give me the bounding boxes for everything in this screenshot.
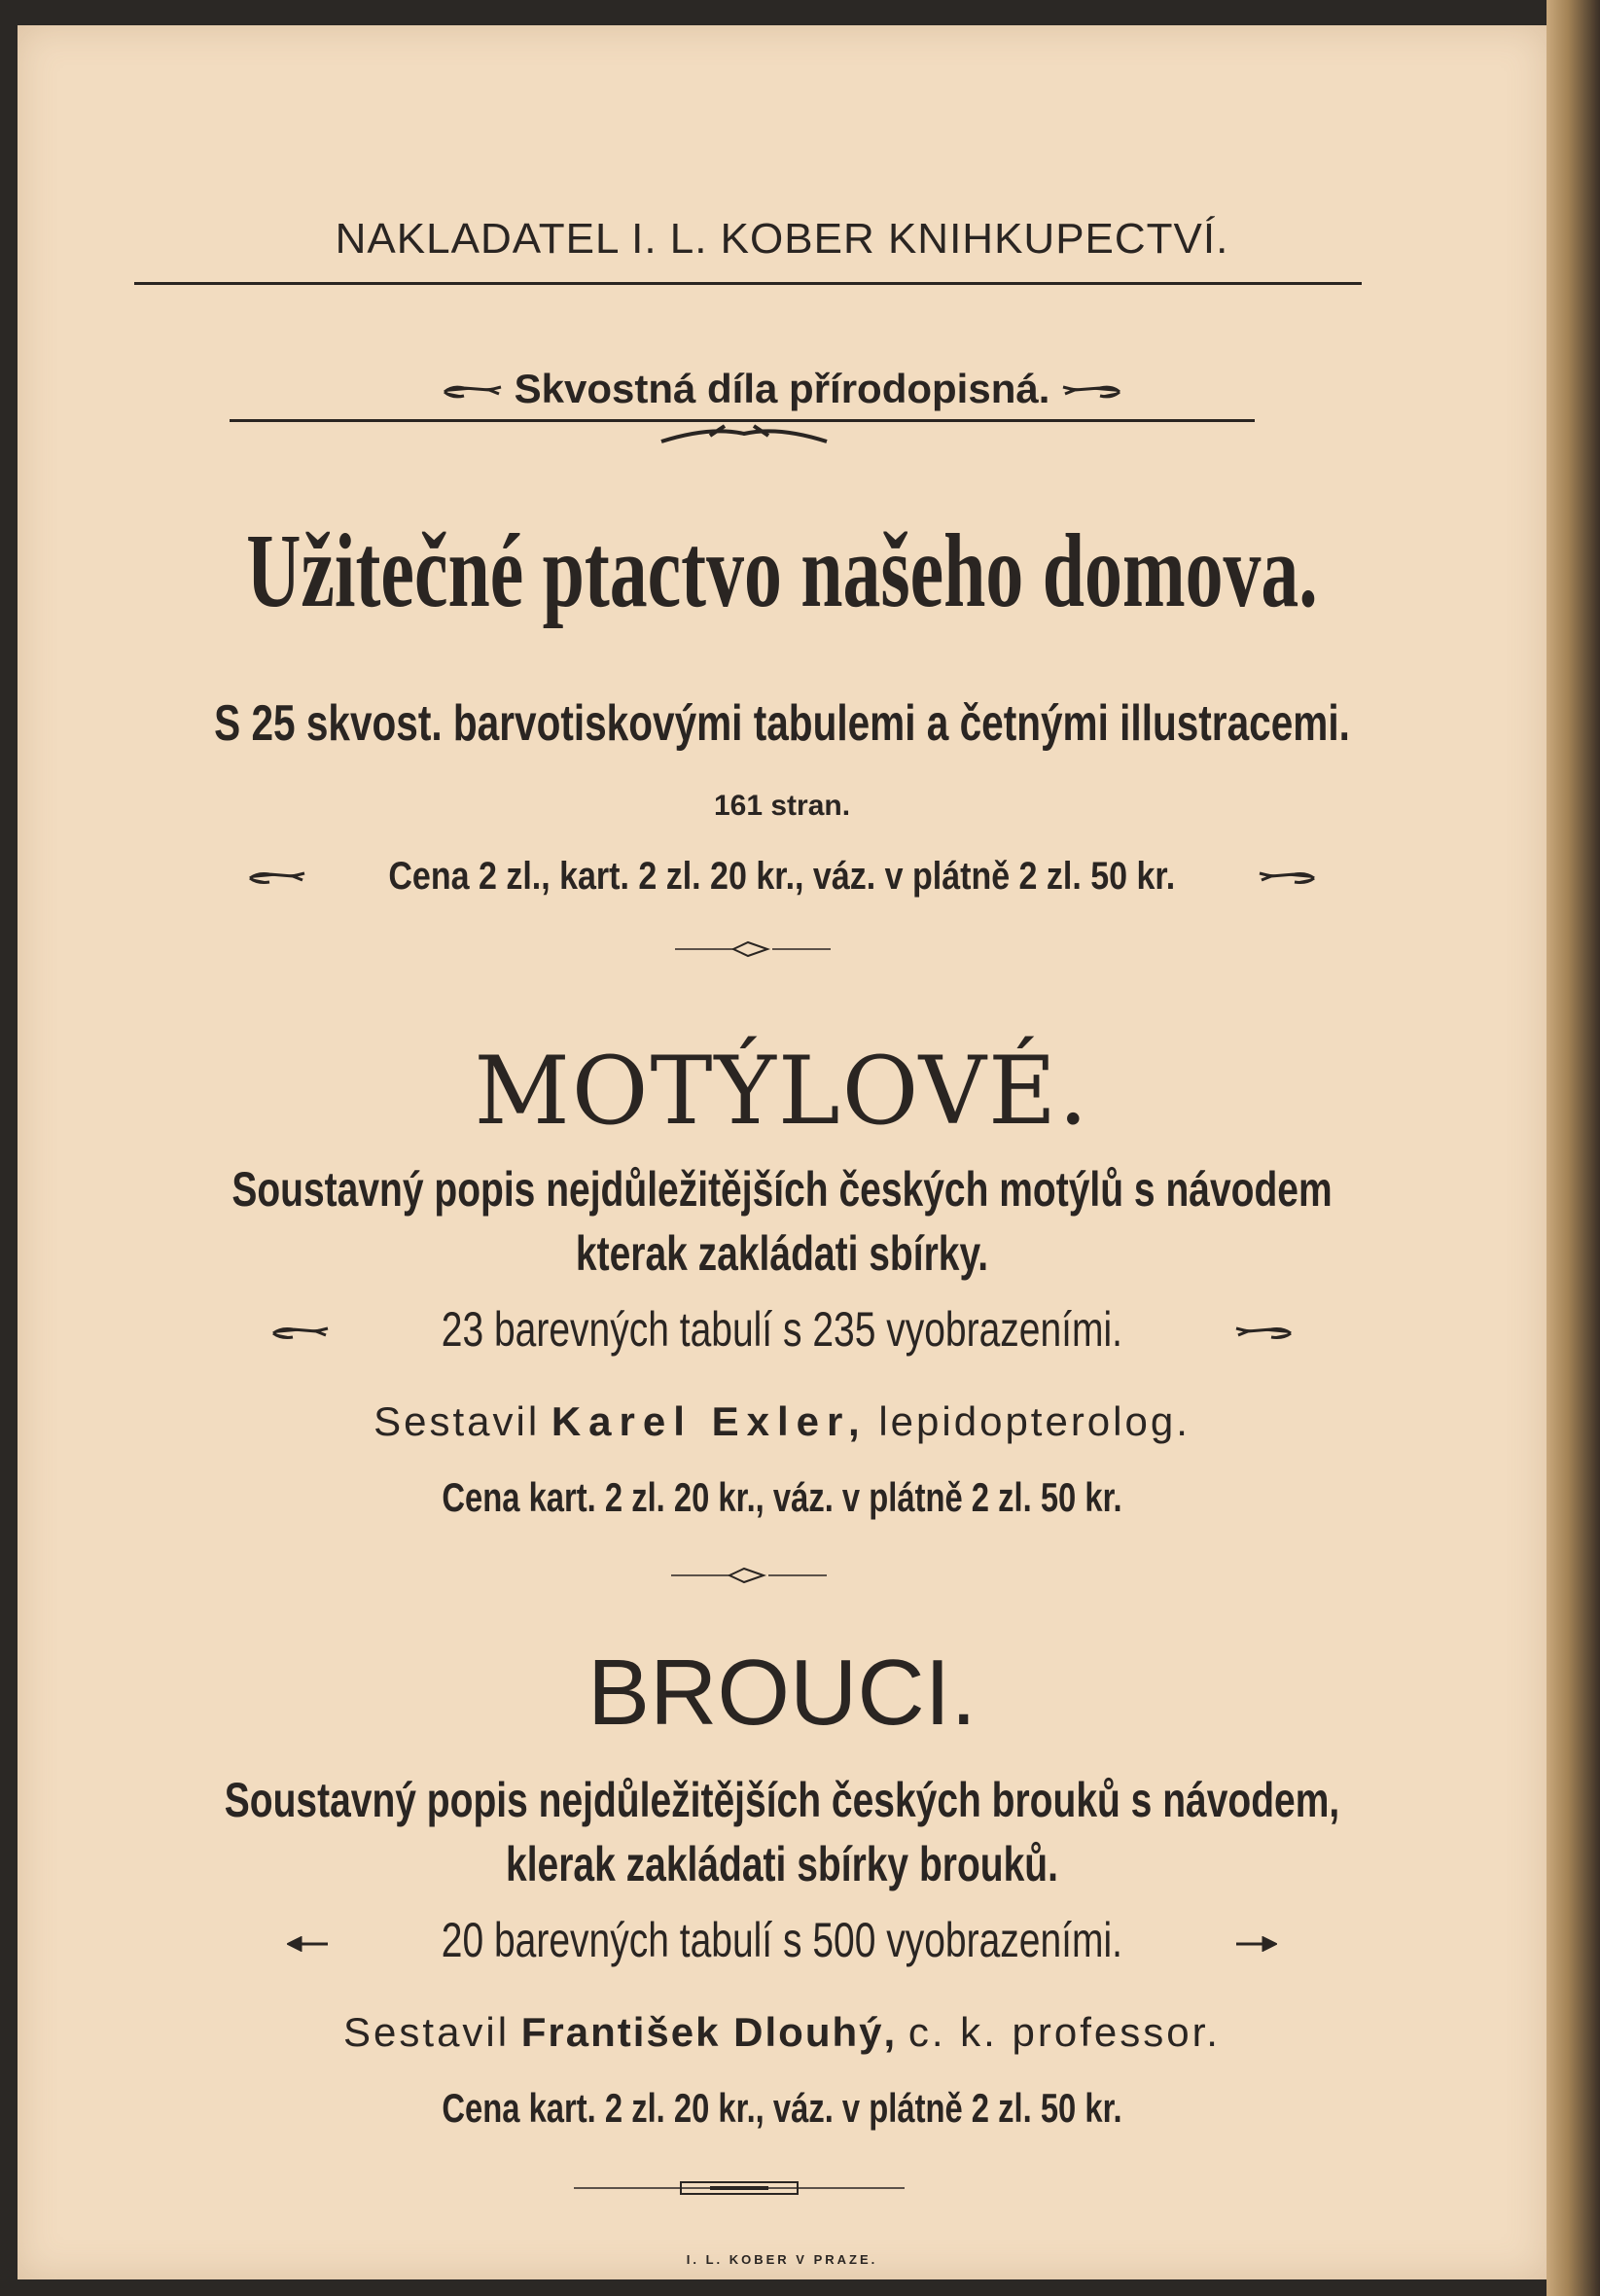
book2-author-line xyxy=(18,1398,1547,1445)
divider-ornament-icon xyxy=(675,939,831,959)
section-heading xyxy=(18,366,1547,412)
pointing-hand-left-icon xyxy=(271,1325,330,1342)
book3-author-prefix: Sestavil xyxy=(343,2009,511,2055)
book2-price: Cena kart. 2 zl. 20 kr., váz. v plátně 2 zl. 50 kr. xyxy=(442,1474,1122,1520)
book2-plates: 23 barevných tabulí s 235 vyobrazeními. xyxy=(441,1302,1123,1357)
section-heading-text: Skvostná díla přírodopisná. xyxy=(514,366,1050,411)
pointing-hand-right-icon xyxy=(1061,382,1121,402)
book2-author-prefix: Sestavil xyxy=(373,1398,541,1444)
book2-plates-line xyxy=(18,1301,1547,1358)
book1-price-line xyxy=(18,854,1547,899)
book2-desc-line2: kterak zakládati sbírky. xyxy=(575,1226,989,1281)
book2-desc-line1: Soustavný popis nejdůležitějších českých motýlů s návodem xyxy=(231,1162,1333,1217)
pointing-hand-left-icon xyxy=(443,382,503,402)
book1-title: Užitečné ptactvo našeho domova. xyxy=(246,513,1318,629)
footer-imprint: I. L. KOBER V PRAZE. xyxy=(686,2252,878,2267)
book3-price: Cena kart. 2 zl. 20 kr., váz. v plátně 2 zl. 50 kr. xyxy=(442,2085,1122,2131)
book3-title: BROUCI. xyxy=(587,1641,978,1745)
book2-author-name: Karel Exler, xyxy=(551,1398,868,1444)
book1-pages: 161 stran. xyxy=(713,790,851,822)
book2-title: MOTÝLOVÉ. xyxy=(474,1037,1090,1146)
book3-desc-line1: Soustavný popis nejdůležitějších českých brouků s návodem, xyxy=(224,1773,1340,1827)
arrow-left-ornament-icon xyxy=(287,1936,330,1952)
header-rule xyxy=(134,282,1362,285)
pointing-hand-right-icon xyxy=(1258,869,1316,887)
book3-author-name: František Dlouhý, xyxy=(520,2009,898,2055)
flourish-ornament-icon xyxy=(652,422,836,449)
book3-author-line xyxy=(18,2009,1547,2056)
book3-plates-line xyxy=(18,1912,1547,1968)
book3-plates: 20 barevných tabulí s 500 vyobrazeními. xyxy=(441,1913,1123,1967)
document-page xyxy=(18,25,1547,2279)
closing-flourish-ornament-icon xyxy=(574,2176,905,2200)
arrow-right-ornament-icon xyxy=(1234,1936,1277,1952)
publisher-header: NAKLADATEL I. L. KOBER KNIHKUPECTVÍ. xyxy=(335,215,1229,263)
book-spine-edge xyxy=(1547,0,1600,2296)
pointing-hand-left-icon xyxy=(248,869,306,887)
book1-subtitle: S 25 skvost. barvotiskovými tabulemi a četnými illustracemi. xyxy=(214,695,1350,752)
book2-author-role: lepidopterolog. xyxy=(878,1398,1191,1444)
book3-author-role: c. k. professor. xyxy=(907,2009,1221,2055)
divider-ornament-icon xyxy=(671,1566,827,1585)
book3-desc-line2: klerak zakládati sbírky brouků. xyxy=(506,1837,1058,1891)
book1-price: Cena 2 zl., kart. 2 zl. 20 kr., váz. v plátně 2 zl. 50 kr. xyxy=(388,855,1176,898)
pointing-hand-right-icon xyxy=(1234,1325,1293,1342)
